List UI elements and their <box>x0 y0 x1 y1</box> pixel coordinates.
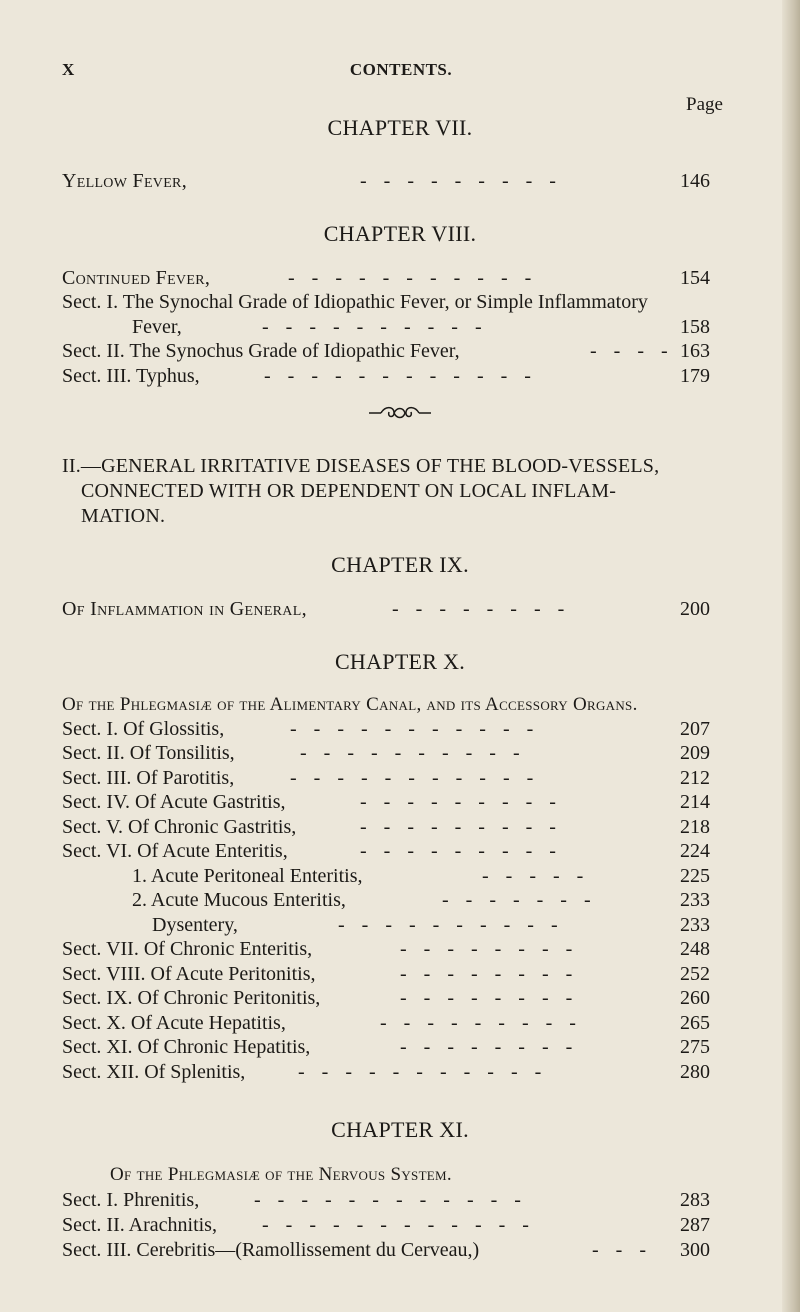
toc-entry <box>62 365 710 391</box>
chapter-x-heading: CHAPTER X. <box>334 649 466 674</box>
entry-title: Of Inflammation in General, <box>62 598 307 620</box>
entry-page: 224 <box>680 840 710 862</box>
entry-page: 225 <box>680 865 710 887</box>
entry-title: Sect. IX. Of Chronic Peritonitis, <box>62 987 321 1009</box>
entry-title: Sect. II. The Synochus Grade of Idiopathic Fever, <box>62 340 460 362</box>
dot-leader: - - - - - - - - - - - <box>298 1061 548 1083</box>
entry-page: 260 <box>680 987 710 1009</box>
dot-leader: - - - - - - - - <box>400 1036 579 1058</box>
dot-leader: - - - - - - - - - - - <box>290 718 540 740</box>
entry-title: 1. Acute Peritoneal Enteritis, <box>132 865 363 887</box>
chapter-x-subheading: Of the Phlegmasiæ of the Alimentary Canal, and its Accessory Organs. <box>62 694 638 715</box>
entry-page: 154 <box>680 267 710 289</box>
dot-leader: - - - - - - - - <box>400 987 579 1009</box>
running-title: CONTENTS. <box>349 60 453 79</box>
entry-title: Sect. I. Phrenitis, <box>62 1189 200 1211</box>
entry-page: 252 <box>680 963 710 985</box>
chapter-xi-subheading: Of the Phlegmasiæ of the Nervous System. <box>110 1164 452 1185</box>
toc-entry <box>62 742 710 768</box>
part-line: MATION. <box>81 505 166 527</box>
entry-title: Sect. VIII. Of Acute Peritonitis, <box>62 963 316 985</box>
entry-page: 212 <box>680 767 710 789</box>
toc-entry <box>62 1189 710 1215</box>
chapter-xi-heading: CHAPTER XI. <box>331 1117 469 1142</box>
dot-leader: - - - - - - - - - <box>380 1012 582 1034</box>
part-line: II.—GENERAL IRRITATIVE DISEASES OF THE BLOOD-VESSELS, <box>62 455 660 477</box>
toc-entry <box>62 1239 710 1265</box>
dot-leader: - - - - - - - <box>442 889 597 911</box>
entry-title: Sect. VII. Of Chronic Enteritis, <box>62 938 313 960</box>
entry-title: Sect. I. The Synochal Grade of Idiopathic Fever, or Simple Inflammatory <box>62 291 648 313</box>
toc-entry <box>62 1012 710 1038</box>
dot-leader: - - - - - - - - <box>400 938 579 960</box>
entry-page: 163 <box>680 340 710 362</box>
entry-title: Dysentery, <box>152 914 238 936</box>
entry-title: Sect. IV. Of Acute Gastritis, <box>62 791 286 813</box>
running-head <box>62 60 740 84</box>
toc-entry <box>62 316 710 342</box>
toc-entry <box>62 1036 710 1062</box>
dot-leader: - - - - - - - - - <box>360 791 562 813</box>
entry-title: 2. Acute Mucous Enteritis, <box>132 889 346 911</box>
entry-title: Sect. VI. Of Acute Enteritis, <box>62 840 288 862</box>
dot-leader: - - - - - - - - - - <box>300 742 526 764</box>
toc-entry <box>62 840 710 866</box>
entry-title: Sect. V. Of Chronic Gastritis, <box>62 816 297 838</box>
toc-entry <box>62 598 710 624</box>
dot-leader: - - - - - - - - - - - - <box>254 1189 527 1211</box>
dot-leader: - - - - - - - - - - - - <box>264 365 537 387</box>
entry-page: 280 <box>680 1061 710 1083</box>
entry-page: 275 <box>680 1036 710 1058</box>
part-ii-heading <box>62 454 659 529</box>
entry-page: 287 <box>680 1214 710 1236</box>
entry-title: Sect. III. Cerebritis—(Ramollissement du Cerveau,) <box>62 1239 480 1261</box>
toc-entry <box>62 865 710 891</box>
toc-entry <box>62 816 710 842</box>
entry-page: 158 <box>680 316 710 338</box>
toc-entry <box>62 718 710 744</box>
entry-title: Continued Fever, <box>62 267 211 289</box>
toc-entry <box>62 1214 710 1240</box>
toc-entry <box>62 340 710 366</box>
entry-page: 248 <box>680 938 710 960</box>
entry-page: 179 <box>680 365 710 387</box>
dot-leader: - - - - - - - - <box>400 963 579 985</box>
dot-leader: - - - - - - - - - - <box>262 316 488 338</box>
dot-leader: - - - - - - - - <box>392 598 571 620</box>
toc-entry <box>62 938 710 964</box>
entry-page: 233 <box>680 914 710 936</box>
entry-page: 200 <box>680 598 710 620</box>
dot-leader: - - - - - - - - - - - <box>290 767 540 789</box>
dot-leader: - - - - - - - - - - - <box>288 267 538 289</box>
entry-title: Fever, <box>132 316 182 338</box>
toc-entry <box>62 1061 710 1087</box>
part-line: CONNECTED WITH OR DEPENDENT ON LOCAL INFLAM- <box>81 480 617 502</box>
entry-title: Sect. I. Of Glossitis, <box>62 718 225 740</box>
chapter-viii-heading: CHAPTER VIII. <box>323 221 477 246</box>
entry-page: 209 <box>680 742 710 764</box>
toc-entry <box>62 889 710 915</box>
toc-entry <box>62 767 710 793</box>
entry-page: 233 <box>680 889 710 911</box>
toc-entry <box>62 291 710 317</box>
chapter-vii-heading: CHAPTER VII. <box>327 115 473 140</box>
entry-page: 265 <box>680 1012 710 1034</box>
entry-title: Sect. III. Of Parotitis, <box>62 767 235 789</box>
toc-entry <box>62 963 710 989</box>
entry-title: Sect. X. Of Acute Hepatitis, <box>62 1012 286 1034</box>
entry-page: 300 <box>680 1239 710 1261</box>
entry-title: Sect. XII. Of Splenitis, <box>62 1061 246 1083</box>
toc-entry <box>62 987 710 1013</box>
dot-leader: - - - - - - - - - <box>360 816 562 838</box>
entry-page: 207 <box>680 718 710 740</box>
entry-title: Sect. XI. Of Chronic Hepatitis, <box>62 1036 311 1058</box>
dot-leader: - - - - - - - - - - - - <box>262 1214 535 1236</box>
page-column-label: Page <box>686 94 723 115</box>
dot-leader: - - - - - - - - - <box>360 840 562 862</box>
entry-page: 283 <box>680 1189 710 1211</box>
toc-entry <box>62 914 710 940</box>
entry-title: Sect. III. Typhus, <box>62 365 200 387</box>
entry-title: Sect. II. Arachnitis, <box>62 1214 217 1236</box>
dot-leader: - - - - <box>590 340 674 362</box>
entry-title: Yellow Fever, <box>62 170 187 192</box>
toc-entry <box>62 170 710 196</box>
dot-leader: - - - - - - - - - <box>360 170 562 192</box>
ornament-divider-icon <box>367 404 433 422</box>
entry-page: 218 <box>680 816 710 838</box>
chapter-ix-heading: CHAPTER IX. <box>331 552 469 577</box>
dot-leader: - - - - - - - - - - <box>338 914 564 936</box>
page-numeral: X <box>62 60 75 79</box>
dot-leader: - - - <box>592 1239 652 1261</box>
entry-title: Sect. II. Of Tonsilitis, <box>62 742 235 764</box>
entry-page: 214 <box>680 791 710 813</box>
dot-leader: - - - - - <box>482 865 590 887</box>
toc-entry <box>62 791 710 817</box>
toc-entry <box>62 267 710 293</box>
entry-page: 146 <box>680 170 710 192</box>
